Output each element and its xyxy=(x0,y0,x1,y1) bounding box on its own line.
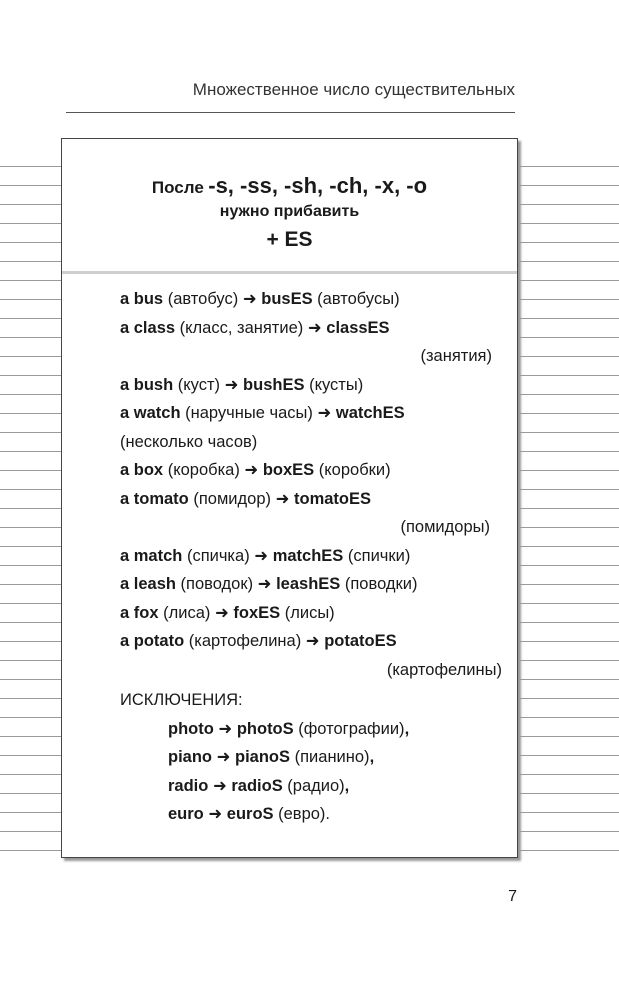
singular: a potato xyxy=(120,632,185,650)
header-line-2: нужно прибавить xyxy=(219,203,360,220)
arrow-right-icon: ➜ xyxy=(257,575,272,593)
plural: bushES xyxy=(243,375,305,394)
punctuation: , xyxy=(404,719,410,738)
plural: watchES xyxy=(335,404,405,422)
exception-singular: piano xyxy=(168,748,212,766)
exception-line xyxy=(120,743,492,772)
plural-translation: (коробки) xyxy=(314,461,391,479)
exception-plural: photoS xyxy=(236,719,294,738)
example-wrap-line: (картофелины) xyxy=(386,660,502,679)
translation: (коробка) xyxy=(163,461,245,479)
exception-singular: euro xyxy=(168,805,204,823)
plural-translation: (кусты) xyxy=(304,375,364,394)
arrow-right-icon: ➜ xyxy=(275,489,290,508)
punctuation: . xyxy=(325,805,331,823)
rule-card xyxy=(61,138,518,858)
running-head: Множественное число существительных xyxy=(192,80,515,99)
punctuation: , xyxy=(369,748,375,766)
page-number: 7 xyxy=(508,888,517,905)
exception-plural: pianoS xyxy=(235,748,291,766)
exception-singular: photo xyxy=(168,719,214,738)
exception-plural: euroS xyxy=(226,805,274,823)
singular: a fox xyxy=(120,603,159,622)
punctuation: , xyxy=(344,776,350,795)
ruled-lines-left xyxy=(0,150,62,860)
arrow-right-icon: ➜ xyxy=(305,632,320,650)
arrow-right-icon: ➜ xyxy=(242,290,257,308)
plural: boxES xyxy=(262,461,315,479)
arrow-right-icon: ➜ xyxy=(224,375,239,394)
example-line xyxy=(120,399,492,428)
arrow-right-icon: ➜ xyxy=(212,776,227,795)
plural-translation: (спички) xyxy=(343,546,411,565)
arrow-right-icon: ➜ xyxy=(307,318,322,337)
head-rule xyxy=(66,112,515,113)
plural: leashES xyxy=(276,575,341,593)
exception-translation: (пианино) xyxy=(290,748,370,766)
arrow-right-icon: ➜ xyxy=(208,805,223,823)
exception-translation: (фотографии) xyxy=(293,719,405,738)
example-line xyxy=(120,570,492,599)
plural-translation: (автобусы) xyxy=(312,290,400,308)
header-line-3: + ES xyxy=(266,228,313,251)
translation: (класс, занятие) xyxy=(175,318,308,337)
translation: (поводок) xyxy=(175,575,258,593)
translation: (наручные часы) xyxy=(180,404,318,422)
example-line xyxy=(120,599,492,628)
header-after-word: После xyxy=(151,178,204,197)
example-wrap-line: (несколько часов) xyxy=(120,432,258,451)
plural: foxES xyxy=(233,603,281,622)
example-line xyxy=(120,371,492,400)
singular: a box xyxy=(120,461,164,479)
examples-list xyxy=(120,285,502,829)
arrow-right-icon: ➜ xyxy=(218,719,233,738)
card-divider xyxy=(62,271,517,274)
singular: a match xyxy=(120,546,183,565)
exception-translation: (радио) xyxy=(282,776,345,795)
exception-translation: (евро) xyxy=(273,805,326,823)
plural: busES xyxy=(261,290,313,308)
translation: (лиса) xyxy=(158,603,215,622)
plural-translation: (поводки) xyxy=(340,575,418,593)
example-line xyxy=(120,627,492,656)
singular: a leash xyxy=(120,575,176,593)
translation: (помидор) xyxy=(188,489,276,508)
arrow-right-icon: ➜ xyxy=(317,404,332,422)
singular: a tomato xyxy=(120,489,189,508)
ruled-lines-right xyxy=(519,150,619,860)
plural: matchES xyxy=(272,546,344,565)
singular: a class xyxy=(120,318,176,337)
example-wrap-line: (занятия) xyxy=(420,347,492,365)
example-line xyxy=(120,542,492,571)
arrow-right-icon: ➜ xyxy=(214,603,229,622)
example-line xyxy=(120,285,492,314)
arrow-right-icon: ➜ xyxy=(254,546,269,565)
exceptions-label: ИСКЛЮЧЕНИЯ: xyxy=(120,691,243,709)
exception-line xyxy=(120,800,492,829)
arrow-right-icon: ➜ xyxy=(216,748,231,766)
example-line xyxy=(120,456,492,485)
card-header xyxy=(62,139,517,271)
singular: a bus xyxy=(120,290,164,308)
header-line-1 xyxy=(62,173,517,199)
example-line xyxy=(120,485,492,514)
plural: tomatoES xyxy=(294,489,372,508)
translation: (автобус) xyxy=(163,290,243,308)
plural-translation: (лисы) xyxy=(280,603,335,622)
arrow-right-icon: ➜ xyxy=(244,461,259,479)
header-endings: -s, -ss, -sh, -ch, -x, -o xyxy=(208,173,428,198)
example-line xyxy=(120,314,492,343)
plural: classES xyxy=(326,318,390,337)
translation: (спичка) xyxy=(182,546,255,565)
exception-singular: radio xyxy=(168,776,209,795)
translation: (картофелина) xyxy=(184,632,306,650)
example-wrap-line: (помидоры) xyxy=(400,518,490,536)
singular: a bush xyxy=(120,375,174,394)
translation: (куст) xyxy=(173,375,225,394)
exception-plural: radioS xyxy=(231,776,283,795)
exception-line xyxy=(120,715,492,744)
plural: potatoES xyxy=(324,632,397,650)
singular: a watch xyxy=(120,404,181,422)
exception-line xyxy=(120,772,492,801)
